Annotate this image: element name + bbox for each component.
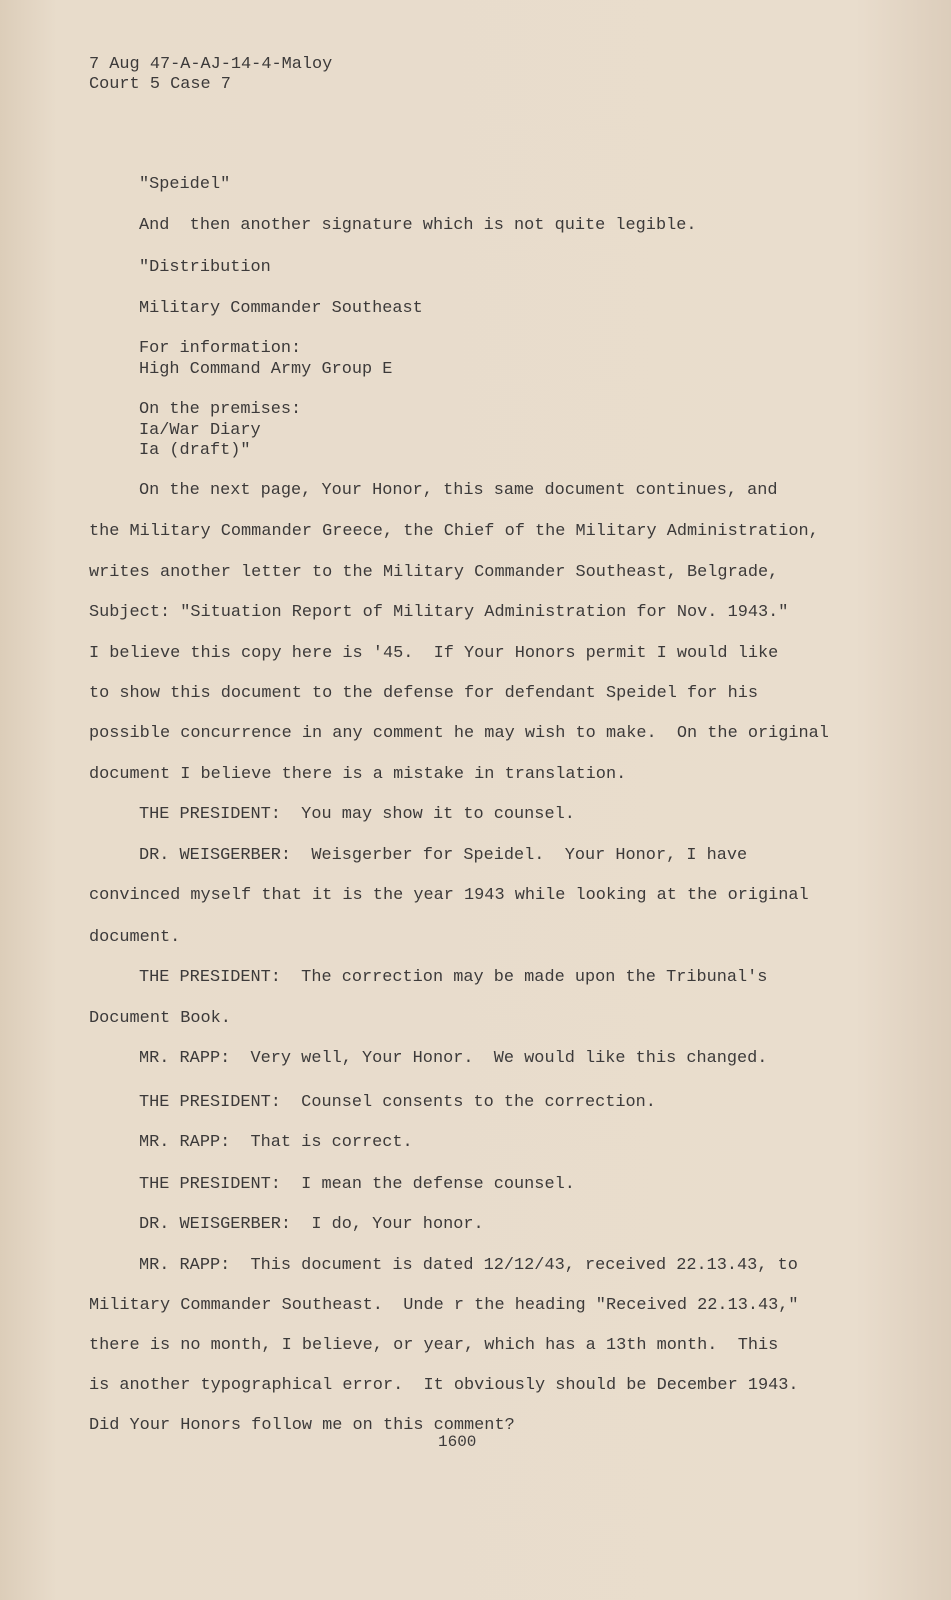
- text-line: DR. WEISGERBER: Weisgerber for Speidel. Your Honor, I have: [139, 846, 748, 865]
- page-number: 1600: [438, 1433, 477, 1451]
- text-line: THE PRESIDENT: I mean the defense counsel.: [139, 1175, 575, 1194]
- text-line: possible concurrence in any comment he may wish to make. On the original: [89, 724, 829, 743]
- text-line: MR. RAPP: That is correct.: [139, 1133, 413, 1152]
- text-line: High Command Army Group E: [139, 360, 393, 379]
- text-line: THE PRESIDENT: You may show it to counsel.: [139, 805, 575, 824]
- text-line: And then another signature which is not quite legible.: [139, 216, 697, 235]
- text-line: document I believe there is a mistake in translation.: [89, 765, 627, 784]
- text-line: THE PRESIDENT: The correction may be made upon the Tribunal's: [139, 968, 768, 987]
- text-line: the Military Commander Greece, the Chief of the Military Administration,: [89, 522, 819, 541]
- text-line: MR. RAPP: This document is dated 12/12/43, received 22.13.43, to: [139, 1256, 798, 1275]
- text-line: DR. WEISGERBER: I do, Your honor.: [139, 1215, 484, 1234]
- text-line: I believe this copy here is '45. If Your Honors permit I would like: [89, 644, 779, 663]
- text-line: to show this document to the defense for defendant Speidel for his: [89, 684, 758, 703]
- text-line: writes another letter to the Military Commander Southeast, Belgrade,: [89, 563, 779, 582]
- header-reference: 7 Aug 47-A-AJ-14-4-Maloy: [89, 55, 333, 74]
- text-line: Ia (draft)": [139, 441, 251, 460]
- text-line: convinced myself that it is the year 1943 while looking at the original: [89, 886, 809, 905]
- text-line: On the next page, Your Honor, this same document continues, and: [139, 481, 778, 500]
- text-line: "Speidel": [139, 175, 231, 194]
- text-line: Military Commander Southeast. Unde r the heading "Received 22.13.43,": [89, 1296, 799, 1315]
- text-line: Ia/War Diary: [139, 421, 261, 440]
- text-line: "Distribution: [139, 258, 271, 277]
- text-line: THE PRESIDENT: Counsel consents to the correction.: [139, 1093, 656, 1112]
- text-line: Subject: "Situation Report of Military Administration for Nov. 1943.": [89, 603, 789, 622]
- text-line: is another typographical error. It obviously should be December 1943.: [89, 1376, 799, 1395]
- text-line: Did Your Honors follow me on this comment?: [89, 1416, 515, 1435]
- text-line: MR. RAPP: Very well, Your Honor. We would like this changed.: [139, 1049, 768, 1068]
- header-court-case: Court 5 Case 7: [89, 75, 231, 94]
- text-line: On the premises:: [139, 400, 302, 419]
- text-line: document.: [89, 928, 181, 947]
- text-line: there is no month, I believe, or year, which has a 13th month. This: [89, 1336, 779, 1355]
- text-line: For information:: [139, 339, 302, 358]
- text-line: Document Book.: [89, 1009, 231, 1028]
- text-line: Military Commander Southeast: [139, 299, 423, 318]
